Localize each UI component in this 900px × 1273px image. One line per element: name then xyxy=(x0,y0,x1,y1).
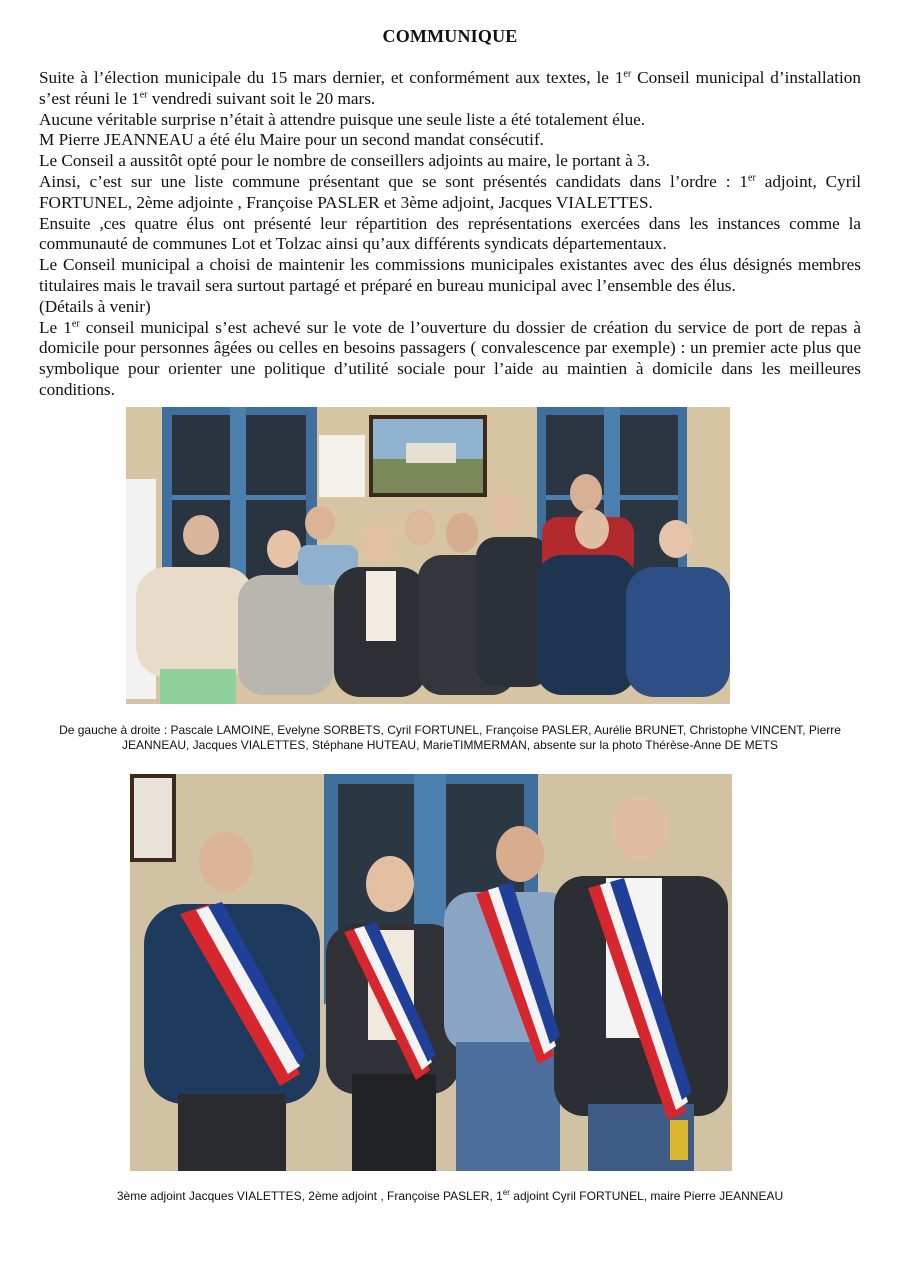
council-group-photo-illustration xyxy=(126,407,730,704)
paragraph-surprise: Aucune véritable surprise n’était à attendre puisque une seule liste a été totalement élue. xyxy=(39,109,646,129)
maire-adjoints-photo xyxy=(130,774,732,1171)
paragraph-details: (Détails à venir) xyxy=(39,296,151,316)
document-title: COMMUNIQUE xyxy=(382,26,518,46)
paragraph-repas: Le 1er conseil municipal s’est achevé sur le vote de l’ouverture du dossier de création du service de port de repas à domicile pour personnes âgées ou celles en besoins passagers ( convalescence par exemple) : un premier acte plus que symbolique pour orienter une politique d’utilité sociale pour l’aide au maintien à domicile dans les meilleures conditions. xyxy=(39,317,861,399)
paragraph-adjoints-count: Le Conseil a aussitôt opté pour le nombre de conseillers adjoints au maire, le portant à 3. xyxy=(39,151,650,171)
group-photo-caption-line-1: De gauche à droite : Pascale LAMOINE, Evelyne SORBETS, Cyril FORTUNEL, Françoise PASLER, Aurélie BRUNET, Christophe VINCENT, Pierre xyxy=(59,723,841,737)
maire-adjoints-photo-illustration xyxy=(130,774,732,1171)
council-group-photo xyxy=(126,407,730,704)
paragraph-election: Suite à l’élection municipale du 15 mars dernier, et conformément aux textes, le 1er Conseil municipal d’installation s’est réuni le 1er vendredi suivant soit le 20 mars. xyxy=(39,68,861,108)
paragraph-representations: Ensuite ,ces quatre élus ont présenté leur répartition des représentations exercées dans les instances comme la communauté de communes Lot et Tolzac ainsi qu’aux différents syndicats départementaux. xyxy=(39,213,861,254)
communique-body xyxy=(39,68,861,401)
paragraph-candidats: Ainsi, c’est sur une liste commune présentant que se sont présentés candidats dans l’ordre : 1er adjoint, Cyril FORTUNEL, 2ème adjointe , Françoise PASLER et 3ème adjoint, Jacques VIALETTES. xyxy=(39,171,861,212)
paragraph-maire: M Pierre JEANNEAU a été élu Maire pour un second mandat consécutif. xyxy=(39,130,544,150)
group-photo-caption-line-2: JEANNEAU, Jacques VIALETTES, Stéphane HUTEAU, MarieTIMMERMAN, absente sur la photo Thérèse-Anne DE METS xyxy=(121,738,779,752)
group-photo-caption xyxy=(40,723,860,753)
maire-adjoints-caption: 3ème adjoint Jacques VIALETTES, 2ème adjoint , Françoise PASLER, 1er adjoint Cyril FORTUNEL, maire Pierre JEANNEAU xyxy=(116,1188,784,1203)
paragraph-commissions: Le Conseil municipal a choisi de maintenir les commissions municipales existantes avec des élus désignés membres titulaires mais le travail sera surtout partagé et préparé en bureau municipal avec l’ensemble des élus. xyxy=(39,255,861,295)
